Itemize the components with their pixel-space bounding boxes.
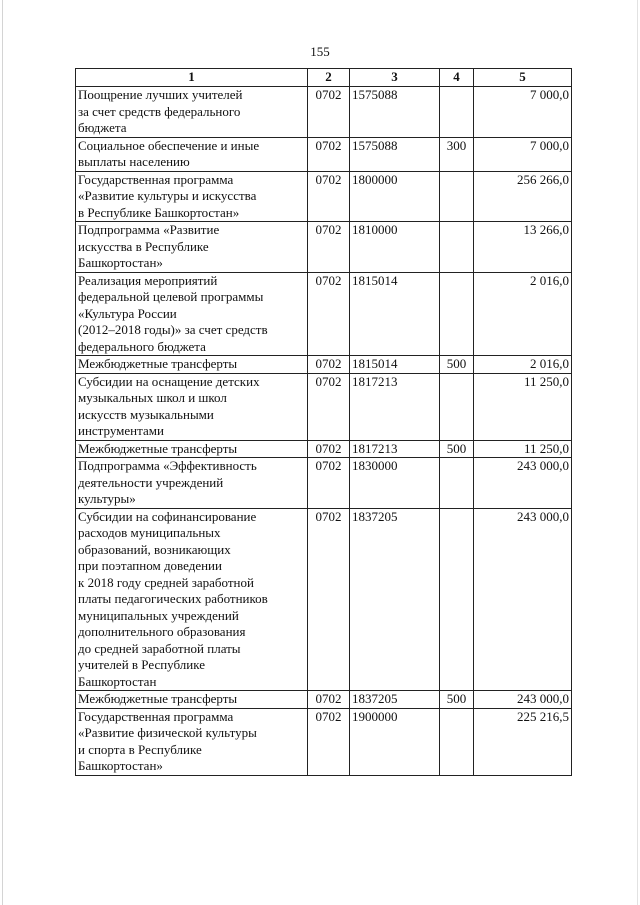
row-name-line: Поощрение лучших учителей bbox=[78, 87, 243, 102]
row-code: 1815014 bbox=[350, 272, 440, 356]
row-name-line: Субсидии на оснащение детских bbox=[78, 373, 260, 389]
table-row bbox=[76, 440, 572, 458]
row-expense-kind: 500 bbox=[440, 691, 474, 709]
row-name-line: культуры» bbox=[78, 491, 136, 506]
header-col-4: 4 bbox=[440, 69, 474, 87]
row-name-line: Башкортостан» bbox=[78, 255, 163, 270]
row-expense-kind bbox=[440, 222, 474, 273]
row-section: 0702 bbox=[308, 708, 350, 775]
table-row bbox=[76, 137, 572, 171]
row-name-line: расходов муниципальных bbox=[78, 525, 221, 540]
row-code: 1837205 bbox=[350, 508, 440, 691]
row-code: 1815014 bbox=[350, 356, 440, 374]
row-name bbox=[76, 137, 308, 171]
table-row bbox=[76, 356, 572, 374]
row-amount: 2 016,0 bbox=[474, 272, 572, 356]
row-amount: 243 000,0 bbox=[474, 458, 572, 509]
budget-table bbox=[75, 68, 572, 776]
row-name-line: к 2018 году средней заработной bbox=[78, 574, 254, 590]
row-name-line: Социальное обеспечение и иные bbox=[78, 137, 260, 153]
row-name-line: Подпрограмма «Развитие bbox=[78, 222, 220, 237]
row-amount: 7 000,0 bbox=[474, 137, 572, 171]
row-name-line: за счет средств федерального bbox=[78, 103, 241, 119]
row-name bbox=[76, 458, 308, 509]
row-amount: 243 000,0 bbox=[474, 508, 572, 691]
row-name-line: музыкальных школ и школ bbox=[78, 390, 227, 405]
row-section: 0702 bbox=[308, 171, 350, 222]
row-section: 0702 bbox=[308, 222, 350, 273]
row-amount: 7 000,0 bbox=[474, 87, 572, 138]
row-name-line: муниципальных учреждений bbox=[78, 607, 239, 623]
row-name-line: Башкортостан bbox=[78, 673, 157, 689]
row-name-line: искусств музыкальными bbox=[78, 406, 214, 422]
row-amount: 11 250,0 bbox=[474, 373, 572, 440]
row-name-line: учителей в Республике bbox=[78, 657, 206, 672]
row-name-line: Реализация мероприятий bbox=[78, 272, 218, 288]
row-expense-kind bbox=[440, 272, 474, 356]
row-name-line: при поэтапном доведении bbox=[78, 558, 222, 573]
row-amount: 243 000,0 bbox=[474, 691, 572, 709]
row-name bbox=[76, 373, 308, 440]
row-name-line: образований, возникающих bbox=[78, 541, 231, 557]
table-row bbox=[76, 272, 572, 356]
row-amount: 256 266,0 bbox=[474, 171, 572, 222]
row-section: 0702 bbox=[308, 691, 350, 709]
row-name-line: дополнительного образования bbox=[78, 624, 246, 639]
header-col-2: 2 bbox=[308, 69, 350, 87]
row-code: 1817213 bbox=[350, 373, 440, 440]
row-code: 1817213 bbox=[350, 440, 440, 458]
row-name-line: деятельности учреждений bbox=[78, 474, 224, 490]
row-code: 1575088 bbox=[350, 137, 440, 171]
row-name bbox=[76, 508, 308, 691]
row-name-line: Субсидии на софинансирование bbox=[78, 508, 257, 524]
row-name bbox=[76, 272, 308, 356]
row-name-line: Подпрограмма «Эффективность bbox=[78, 458, 257, 473]
row-section: 0702 bbox=[308, 137, 350, 171]
table-row bbox=[76, 708, 572, 775]
table-row bbox=[76, 458, 572, 509]
row-name-line: федерального бюджета bbox=[78, 338, 206, 354]
row-name-line: Государственная программа bbox=[78, 171, 234, 187]
table-row bbox=[76, 87, 572, 138]
row-name-line: бюджета bbox=[78, 120, 127, 135]
row-code: 1830000 bbox=[350, 458, 440, 509]
row-amount: 11 250,0 bbox=[474, 440, 572, 458]
table-row bbox=[76, 222, 572, 273]
row-section: 0702 bbox=[308, 87, 350, 138]
row-name bbox=[76, 171, 308, 222]
row-name bbox=[76, 440, 308, 458]
row-name bbox=[76, 87, 308, 138]
row-code: 1837205 bbox=[350, 691, 440, 709]
row-name-line: Башкортостан» bbox=[78, 758, 163, 773]
row-name-line: «Развитие культуры и искусства bbox=[78, 188, 257, 203]
row-section: 0702 bbox=[308, 373, 350, 440]
row-name-line: Межбюджетные трансферты bbox=[78, 440, 238, 456]
row-section: 0702 bbox=[308, 272, 350, 356]
header-col-1: 1 bbox=[76, 69, 308, 87]
row-name-line: федеральной целевой программы bbox=[78, 289, 264, 304]
row-section: 0702 bbox=[308, 440, 350, 458]
row-name bbox=[76, 691, 308, 709]
row-amount: 2 016,0 bbox=[474, 356, 572, 374]
row-amount: 13 266,0 bbox=[474, 222, 572, 273]
header-col-3: 3 bbox=[350, 69, 440, 87]
row-expense-kind bbox=[440, 171, 474, 222]
row-name-line: в Республике Башкортостан» bbox=[78, 204, 240, 220]
table-row bbox=[76, 171, 572, 222]
row-expense-kind: 500 bbox=[440, 356, 474, 374]
row-name-line: до средней заработной платы bbox=[78, 640, 241, 656]
scan-edge-left bbox=[2, 0, 3, 905]
row-section: 0702 bbox=[308, 508, 350, 691]
header-row bbox=[76, 69, 572, 87]
row-code: 1575088 bbox=[350, 87, 440, 138]
row-expense-kind: 300 bbox=[440, 137, 474, 171]
row-name-line: «Культура России bbox=[78, 305, 177, 321]
row-expense-kind bbox=[440, 458, 474, 509]
table-row bbox=[76, 508, 572, 691]
row-expense-kind: 500 bbox=[440, 440, 474, 458]
row-amount: 225 216,5 bbox=[474, 708, 572, 775]
row-name-line: Межбюджетные трансферты bbox=[78, 356, 238, 371]
row-expense-kind bbox=[440, 708, 474, 775]
page-number: 155 bbox=[310, 44, 330, 59]
row-name-line: выплаты населению bbox=[78, 154, 190, 169]
row-expense-kind bbox=[440, 373, 474, 440]
row-name-line: искусства в Республике bbox=[78, 238, 209, 254]
row-expense-kind bbox=[440, 87, 474, 138]
row-code: 1800000 bbox=[350, 171, 440, 222]
row-name-line: (2012–2018 годы)» за счет средств bbox=[78, 322, 268, 337]
row-code: 1810000 bbox=[350, 222, 440, 273]
table-row bbox=[76, 691, 572, 709]
row-name bbox=[76, 356, 308, 374]
row-section: 0702 bbox=[308, 458, 350, 509]
row-name-line: «Развитие физической культуры bbox=[78, 725, 257, 740]
table-body bbox=[76, 87, 572, 776]
row-code: 1900000 bbox=[350, 708, 440, 775]
row-name bbox=[76, 222, 308, 273]
row-expense-kind bbox=[440, 508, 474, 691]
header-col-5: 5 bbox=[474, 69, 572, 87]
row-name-line: инструментами bbox=[78, 423, 164, 438]
row-name-line: и спорта в Республике bbox=[78, 741, 202, 757]
row-name bbox=[76, 708, 308, 775]
row-name-line: Государственная программа bbox=[78, 708, 234, 724]
row-section: 0702 bbox=[308, 356, 350, 374]
row-name-line: платы педагогических работников bbox=[78, 591, 268, 606]
scan-edge-right bbox=[637, 0, 638, 905]
table-row bbox=[76, 373, 572, 440]
row-name-line: Межбюджетные трансферты bbox=[78, 691, 238, 706]
